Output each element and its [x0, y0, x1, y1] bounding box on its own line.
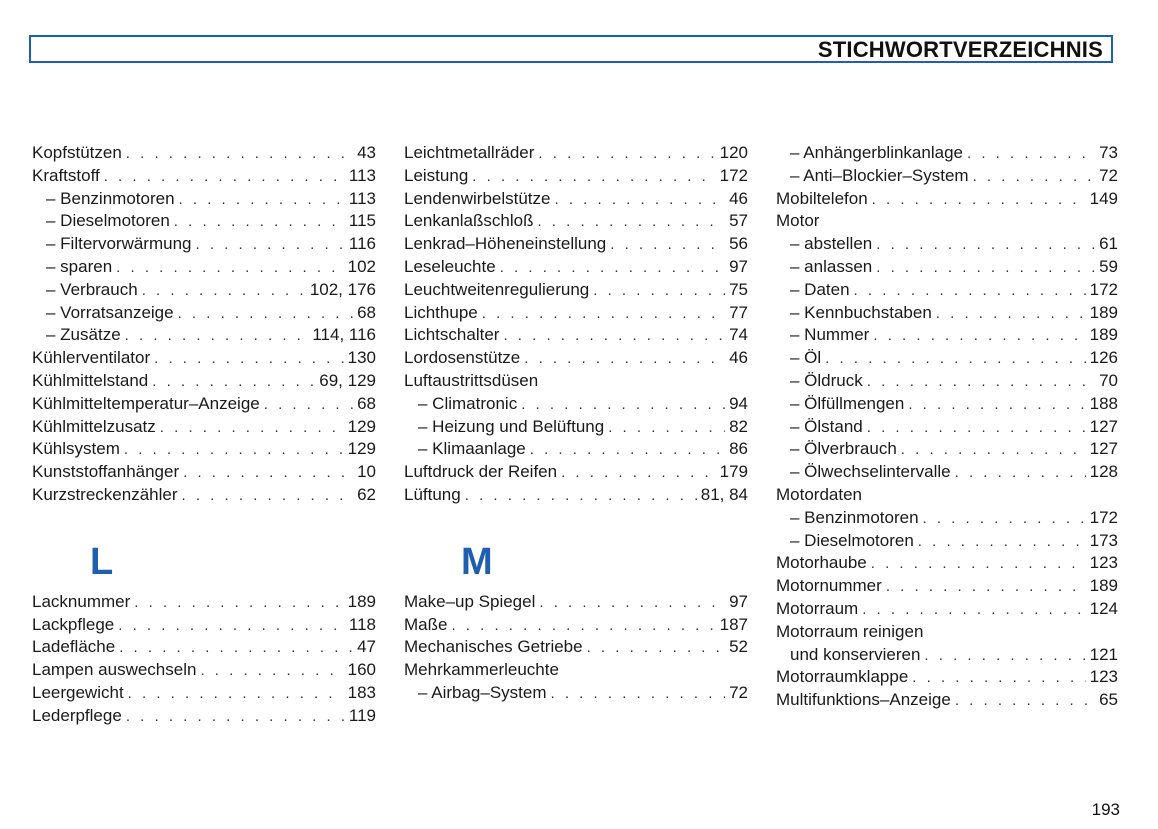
index-term: Kunststoffanhänger — [32, 462, 180, 482]
index-entry — [776, 142, 1118, 165]
page-title: STICHWORTVERZEICHNIS — [817, 37, 1103, 62]
index-term: Kühlmittelzusatz — [32, 416, 156, 436]
index-page-ref: 77 — [729, 302, 748, 322]
index-term: – Benzinmotoren — [790, 507, 919, 527]
index-page-ref: 61 — [1099, 234, 1118, 254]
index-term: – Öl — [790, 348, 822, 368]
dot-leader — [521, 394, 725, 417]
dot-leader — [908, 394, 1085, 417]
dot-leader — [537, 211, 725, 234]
index-term: Kühlmitteltemperatur–Anzeige — [32, 393, 260, 413]
index-entry — [404, 636, 748, 659]
index-page-ref: 127 — [1089, 439, 1118, 459]
index-entry — [776, 165, 1118, 188]
dot-leader — [179, 189, 345, 212]
dot-leader — [873, 325, 1085, 348]
index-page-ref: 126 — [1089, 348, 1118, 368]
index-term: – Daten — [790, 279, 850, 299]
index-entry — [404, 438, 748, 461]
index-term: Maße — [404, 614, 448, 634]
index-entry — [404, 682, 748, 705]
index-entry — [404, 416, 748, 439]
index-entry — [404, 484, 748, 507]
dot-leader — [551, 683, 726, 706]
index-page-ref: 120 — [719, 143, 748, 162]
index-term: – Anhängerblinkanlage — [790, 143, 963, 162]
index-page-ref: 81, 84 — [700, 484, 748, 504]
index-term: Ladefläche — [32, 637, 116, 657]
dot-leader — [182, 485, 354, 508]
index-entry — [32, 393, 376, 416]
dot-leader — [825, 348, 1085, 371]
index-term: Motornummer — [776, 576, 882, 596]
index-entry — [404, 256, 748, 279]
index-page-ref: 113 — [348, 165, 376, 185]
dot-leader — [472, 166, 715, 189]
index-entry — [776, 438, 1118, 461]
index-entry — [776, 621, 1118, 644]
index-page-ref: 46 — [729, 348, 748, 368]
index-term: Lederpflege — [32, 705, 122, 725]
index-entry — [32, 461, 376, 484]
index-entry — [32, 302, 376, 325]
index-term: Kühlmittelstand — [32, 370, 149, 390]
index-term: – Filtervorwärmung — [46, 234, 192, 254]
index-term: Luftaustrittsdüsen — [404, 370, 539, 390]
index-entry — [404, 279, 748, 302]
dot-leader — [854, 280, 1086, 303]
index-entry — [776, 461, 1118, 484]
dot-leader — [118, 615, 345, 638]
index-entry — [32, 484, 376, 507]
index-term: Lampen auswechseln — [32, 660, 197, 680]
dot-leader — [160, 417, 344, 440]
index-term: Lichtschalter — [404, 325, 500, 345]
dot-leader — [183, 462, 353, 485]
index-page-ref: 119 — [348, 705, 376, 725]
index-term: Mehrkammerleuchte — [404, 660, 559, 680]
index-term: – Benzinmotoren — [46, 188, 175, 208]
dot-leader — [539, 592, 725, 615]
dot-leader — [924, 645, 1085, 668]
index-page-ref: 68 — [357, 393, 376, 413]
index-term: Lichthupe — [404, 302, 478, 322]
index-term: Motordaten — [776, 484, 862, 504]
index-entry — [776, 575, 1118, 598]
index-page-ref: 183 — [347, 682, 376, 702]
index-entry — [776, 530, 1118, 553]
index-entry — [404, 393, 748, 416]
index-entry — [776, 233, 1118, 256]
index-page-ref: 114, 116 — [312, 325, 376, 345]
dot-leader — [967, 143, 1095, 166]
index-term: – Zusätze — [46, 325, 121, 345]
index-term: Make–up Spiegel — [404, 591, 536, 611]
dot-leader — [871, 553, 1086, 576]
index-page-ref: 46 — [729, 188, 748, 208]
index-page-ref: 74 — [729, 325, 748, 345]
index-entry — [404, 324, 748, 347]
index-entry — [32, 636, 376, 659]
index-term: – Anti–Blockier–System — [790, 165, 969, 185]
index-term: Leuchtweitenregulierung — [404, 279, 590, 299]
index-page-ref: 72 — [729, 682, 748, 702]
dot-leader — [124, 439, 344, 462]
index-entry — [404, 210, 748, 233]
index-entry — [32, 165, 376, 188]
index-entry — [776, 689, 1118, 712]
index-page-ref: 72 — [1099, 165, 1118, 185]
index-entry — [776, 188, 1118, 211]
index-term: Leergewicht — [32, 682, 124, 702]
dot-leader — [465, 485, 697, 508]
index-page-ref: 129 — [347, 416, 376, 436]
index-entry — [404, 347, 748, 370]
index-term: Multifunktions–Anzeige — [776, 690, 951, 710]
index-entry — [32, 614, 376, 637]
index-term: Lacknummer — [32, 591, 131, 611]
index-page-ref: 173 — [1089, 530, 1118, 550]
index-term: Motorhaube — [776, 553, 867, 573]
dot-leader — [451, 615, 715, 638]
index-term: – Öldruck — [790, 370, 863, 390]
dot-leader — [152, 371, 315, 394]
index-page-ref: 189 — [1089, 302, 1118, 322]
index-term: – Dieselmotoren — [790, 530, 914, 550]
index-page-ref: 187 — [719, 614, 748, 634]
index-page-ref: 73 — [1099, 143, 1118, 162]
index-entry — [404, 461, 748, 484]
dot-leader — [119, 637, 353, 660]
dot-leader — [955, 690, 1095, 713]
index-entry — [404, 188, 748, 211]
index-term: Lordosenstütze — [404, 348, 521, 368]
index-page-ref: 52 — [729, 637, 748, 657]
index-term: – Kennbuchstaben — [790, 302, 932, 322]
index-entry — [32, 591, 376, 614]
index-entry — [776, 416, 1118, 439]
index-term: Lüftung — [404, 484, 461, 504]
dot-leader — [955, 462, 1086, 485]
section-letter-l: L — [90, 540, 114, 583]
index-page-ref: 94 — [729, 393, 748, 413]
index-page-ref: 56 — [729, 234, 748, 254]
index-entry — [776, 370, 1118, 393]
index-entry — [404, 659, 748, 682]
index-term: Lendenwirbelstütze — [404, 188, 551, 208]
index-column-2 — [404, 142, 748, 705]
index-term: Mobiltelefon — [776, 188, 868, 208]
index-page-ref: 47 — [357, 637, 376, 657]
dot-leader — [538, 143, 715, 166]
dot-leader — [530, 439, 725, 462]
dot-leader — [554, 189, 725, 212]
index-term: Kühlsystem — [32, 439, 120, 459]
index-page-ref: 97 — [729, 591, 748, 611]
index-page-ref: 102 — [347, 256, 376, 276]
index-term: – Climatronic — [418, 393, 518, 413]
dot-leader — [116, 257, 343, 280]
index-entry — [404, 233, 748, 256]
dot-leader — [862, 599, 1085, 622]
dot-leader — [867, 417, 1086, 440]
dot-leader — [142, 280, 306, 303]
index-entry — [32, 705, 376, 728]
index-page-ref: 62 — [357, 484, 376, 504]
index-entry — [32, 659, 376, 682]
index-term: – Dieselmotoren — [46, 211, 170, 231]
index-entry — [404, 142, 748, 165]
index-page-ref: 97 — [729, 256, 748, 276]
index-term: Luftdruck der Reifen — [404, 462, 558, 482]
index-entry — [404, 165, 748, 188]
index-term: – Vorratsanzeige — [46, 302, 174, 322]
index-entry — [32, 210, 376, 233]
dot-leader — [524, 348, 725, 371]
dot-leader — [608, 417, 725, 440]
index-term: Leichtmetallräder — [404, 143, 535, 162]
index-term: Motor — [776, 211, 820, 231]
index-entry — [776, 210, 1118, 233]
index-column-3 — [776, 142, 1118, 712]
index-entry — [32, 370, 376, 393]
index-entry — [776, 393, 1118, 416]
index-term: Leseleuchte — [404, 256, 496, 276]
index-term: Kühlerventilator — [32, 348, 151, 368]
index-entry — [776, 552, 1118, 575]
index-page-ref: 127 — [1089, 416, 1118, 436]
index-page-ref: 123 — [1089, 553, 1118, 573]
index-entry — [32, 279, 376, 302]
index-entry — [404, 614, 748, 637]
index-term: – Nummer — [790, 325, 870, 345]
dot-leader — [482, 303, 725, 326]
dot-leader — [126, 143, 353, 166]
dot-leader — [610, 234, 725, 257]
index-page-ref: 189 — [1089, 576, 1118, 596]
dot-leader — [174, 211, 345, 234]
index-entry — [32, 256, 376, 279]
index-page-ref: 121 — [1089, 644, 1118, 664]
index-entry — [776, 279, 1118, 302]
header-bar — [29, 35, 1113, 63]
index-term: Leistung — [404, 165, 469, 185]
index-page-ref: 149 — [1089, 188, 1118, 208]
index-entry — [776, 347, 1118, 370]
index-entry — [776, 507, 1118, 530]
index-term: – Verbrauch — [46, 279, 138, 299]
dot-leader — [503, 325, 725, 348]
index-page-ref: 65 — [1099, 690, 1118, 710]
index-page-ref: 113 — [348, 188, 376, 208]
index-page-ref: 59 — [1099, 256, 1118, 276]
index-page-ref: 43 — [357, 143, 376, 162]
dot-leader — [593, 280, 725, 303]
dot-leader — [561, 462, 716, 485]
dot-leader — [936, 303, 1086, 326]
dot-leader — [587, 637, 725, 660]
index-page-ref: 172 — [1089, 507, 1118, 527]
dot-leader — [125, 325, 309, 348]
index-term: Mechanisches Getriebe — [404, 637, 583, 657]
index-term: – Ölfüllmengen — [790, 393, 905, 413]
index-entry — [32, 324, 376, 347]
index-page-ref: 189 — [347, 591, 376, 611]
index-term: – Klimaanlage — [418, 439, 526, 459]
dot-leader — [154, 348, 344, 371]
index-page-ref: 128 — [1089, 462, 1118, 482]
index-page-ref: 123 — [1089, 667, 1118, 687]
index-page-ref: 70 — [1099, 370, 1118, 390]
index-term: Motorraum reinigen — [776, 621, 924, 641]
index-page-ref: 115 — [348, 211, 376, 231]
dot-leader — [923, 508, 1086, 531]
index-page-ref: 102, 176 — [309, 279, 376, 299]
index-term: Kraftstoff — [32, 165, 100, 185]
index-page-ref: 69, 129 — [319, 370, 376, 390]
index-entry — [776, 644, 1118, 667]
index-page-ref: 82 — [729, 416, 748, 436]
dot-leader — [200, 660, 343, 683]
dot-leader — [973, 166, 1095, 189]
index-entry — [32, 682, 376, 705]
index-term: Kurzstreckenzähler — [32, 484, 178, 504]
index-page-ref: 124 — [1089, 598, 1118, 618]
index-term: – abstellen — [790, 234, 873, 254]
index-page-ref: 10 — [357, 462, 376, 482]
index-entry — [776, 324, 1118, 347]
index-entry — [776, 256, 1118, 279]
index-entry — [32, 416, 376, 439]
index-entry — [32, 438, 376, 461]
dot-leader — [876, 257, 1095, 280]
index-entry — [404, 302, 748, 325]
index-page-ref: 116 — [348, 234, 376, 254]
index-page-ref: 57 — [729, 211, 748, 231]
section-letter-m: M — [461, 540, 493, 583]
dot-leader — [872, 189, 1086, 212]
page-number: 193 — [1091, 800, 1120, 819]
index-term: Lackpflege — [32, 614, 115, 634]
index-entry — [776, 484, 1118, 507]
dot-leader — [134, 592, 343, 615]
dot-leader — [500, 257, 725, 280]
index-term: Kopfstützen — [32, 143, 122, 162]
index-entry — [32, 233, 376, 256]
index-page-ref: 160 — [347, 660, 376, 680]
dot-leader — [104, 166, 345, 189]
dot-leader — [128, 683, 344, 706]
index-term: und konservieren — [790, 644, 921, 664]
dot-leader — [876, 234, 1095, 257]
index-entry — [404, 591, 748, 614]
dot-leader — [867, 371, 1095, 394]
dot-leader — [912, 667, 1085, 690]
index-entry — [32, 347, 376, 370]
index-term: Lenkrad–Höheneinstellung — [404, 234, 607, 254]
index-page-ref: 129 — [347, 439, 376, 459]
dot-leader — [886, 576, 1086, 599]
index-term: – sparen — [46, 256, 113, 276]
index-term: – Ölverbrauch — [790, 439, 897, 459]
index-page-ref: 172 — [1089, 279, 1118, 299]
index-page-ref: 130 — [347, 348, 376, 368]
dot-leader — [918, 531, 1086, 554]
index-entry — [776, 598, 1118, 621]
dot-leader — [126, 706, 345, 729]
index-page-ref: 179 — [719, 462, 748, 482]
index-page-ref: 172 — [719, 165, 748, 185]
index-term: – Airbag–System — [418, 682, 547, 702]
index-term: – Ölstand — [790, 416, 863, 436]
index-term: Lenkanlaßschloß — [404, 211, 534, 231]
index-term: Motorraum — [776, 598, 859, 618]
index-page-ref: 86 — [729, 439, 748, 459]
index-entry — [32, 188, 376, 211]
index-term: – anlassen — [790, 256, 873, 276]
index-column-1 — [32, 142, 376, 728]
index-term: – Heizung und Belüftung — [418, 416, 605, 436]
index-entry — [776, 666, 1118, 689]
index-entry — [776, 302, 1118, 325]
index-entry — [32, 142, 376, 165]
dot-leader — [196, 234, 345, 257]
index-page-ref: 188 — [1089, 393, 1118, 413]
dot-leader — [901, 439, 1086, 462]
index-page-ref: 118 — [348, 614, 376, 634]
index-page-ref: 75 — [729, 279, 748, 299]
index-page-ref: 68 — [357, 302, 376, 322]
dot-leader — [178, 303, 353, 326]
index-page-ref: 189 — [1089, 325, 1118, 345]
dot-leader — [264, 394, 353, 417]
index-term: – Ölwechselintervalle — [790, 462, 951, 482]
index-term: Motorraumklappe — [776, 667, 909, 687]
index-entry — [404, 370, 748, 393]
